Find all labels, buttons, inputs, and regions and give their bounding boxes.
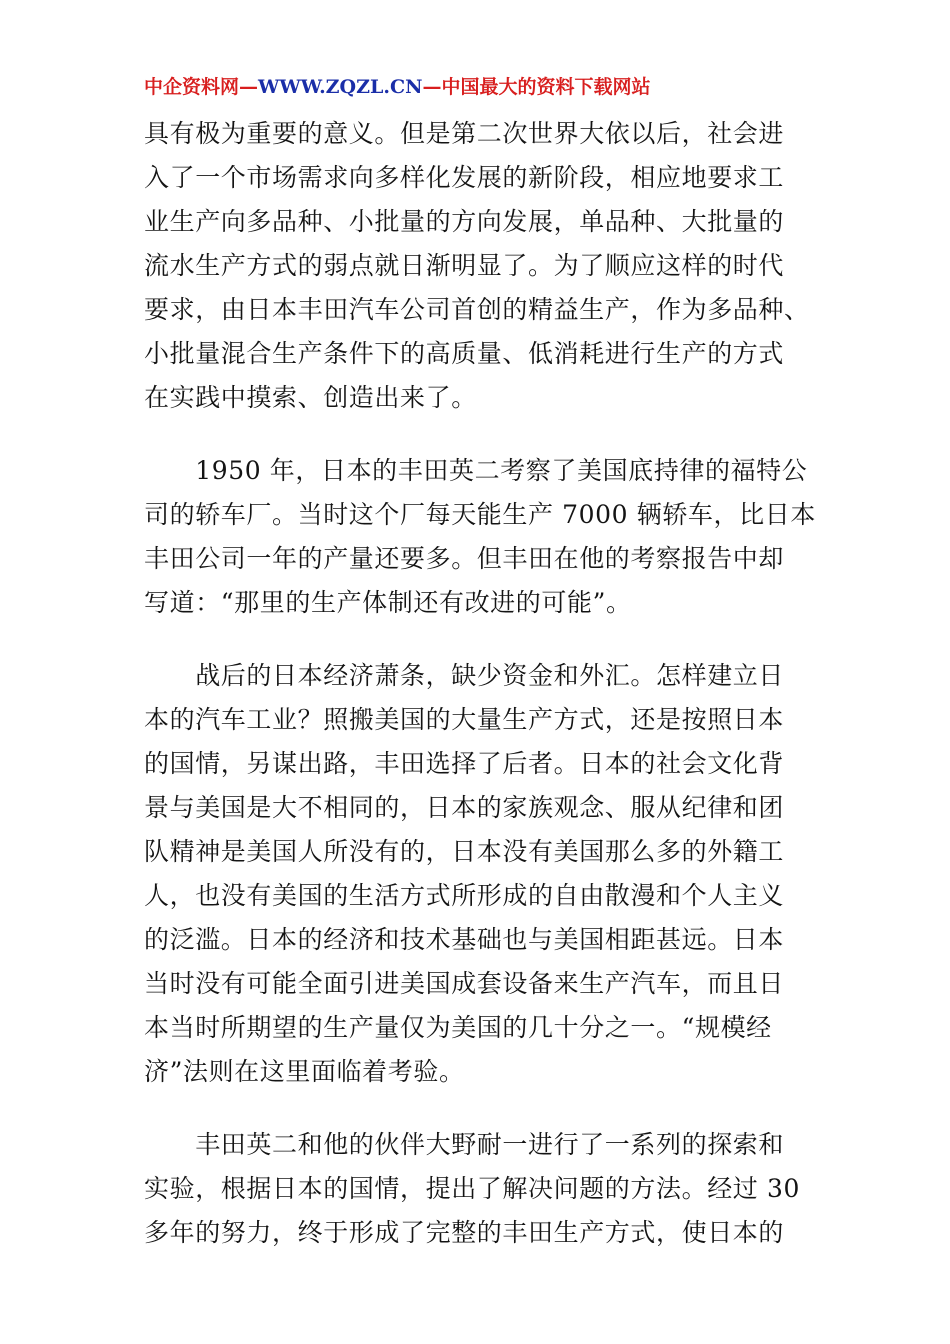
text-line: 的泛滥。日本的经济和技术基础也与美国相距甚远。日本	[144, 925, 785, 954]
text-line: 实验，根据日本的国情，提出了解决问题的方法。经过 30	[144, 1174, 800, 1203]
document-body	[144, 112, 816, 1255]
text-line: 济”法则在这里面临着考验。	[144, 1057, 465, 1086]
text-line: 1950 年，日本的丰田英二考察了美国底持律的福特公	[144, 456, 808, 485]
text-line: 写道：“那里的生产体制还有改进的可能”。	[144, 588, 632, 617]
paragraph-gap	[144, 1094, 810, 1123]
text-line: 小批量混合生产条件下的高质量、低消耗进行生产的方式	[144, 339, 785, 368]
text-line: 当时没有可能全面引进美国成套设备来生产汽车，而且日	[144, 969, 785, 998]
paragraph-4	[144, 1123, 810, 1255]
header-dash: —	[422, 76, 442, 98]
text-line: 人，也没有美国的生活方式所形成的自由散漫和个人主义	[144, 881, 785, 910]
text-line: 本的汽车工业？照搬美国的大量生产方式，还是按照日本	[144, 705, 785, 734]
text-line: 多年的努力，终于形成了完整的丰田生产方式，使日本的	[144, 1218, 785, 1247]
paragraph-1	[144, 112, 810, 420]
text-line: 队精神是美国人所没有的，日本没有美国那么多的外籍工	[144, 837, 785, 866]
text-line: 要求，由日本丰田汽车公司首创的精益生产，作为多品种、	[144, 295, 810, 324]
text-line: 流水生产方式的弱点就日渐明显了。为了顺应这样的时代	[144, 251, 785, 280]
paragraph-gap	[144, 420, 810, 449]
text-line: 具有极为重要的意义。但是第二次世界大依以后，社会进	[144, 119, 785, 148]
paragraph-gap	[144, 625, 810, 654]
header-site-name: 中企资料网	[144, 76, 240, 98]
text-line: 丰田公司一年的产量还要多。但丰田在他的考察报告中却	[144, 544, 785, 573]
header-url-link[interactable]: WWW.ZQZL.CN	[258, 76, 423, 98]
header-dash: —	[239, 76, 259, 98]
text-line: 在实践中摸索、创造出来了。	[144, 383, 477, 412]
header-tagline: 中国最大的资料下载网站	[441, 76, 651, 98]
text-line: 丰田英二和他的伙伴大野耐一进行了一系列的探索和	[144, 1130, 785, 1159]
text-line: 景与美国是大不相同的，日本的家族观念、服从纪律和团	[144, 793, 785, 822]
text-line: 本当时所期望的生产量仅为美国的几十分之一。“规模经	[144, 1013, 772, 1042]
paragraph-3	[144, 654, 810, 1094]
text-line: 战后的日本经济萧条，缺少资金和外汇。怎样建立日	[144, 661, 785, 690]
text-line: 的国情，另谋出路，丰田选择了后者。日本的社会文化背	[144, 749, 785, 778]
text-line: 业生产向多品种、小批量的方向发展，单品种、大批量的	[144, 207, 785, 236]
text-line: 司的轿车厂。当时这个厂每天能生产 7000 辆轿车，比日本	[144, 500, 816, 529]
text-line: 入了一个市场需求向多样化发展的新阶段，相应地要求工	[144, 163, 785, 192]
page-header	[144, 74, 650, 100]
paragraph-2	[144, 449, 816, 625]
